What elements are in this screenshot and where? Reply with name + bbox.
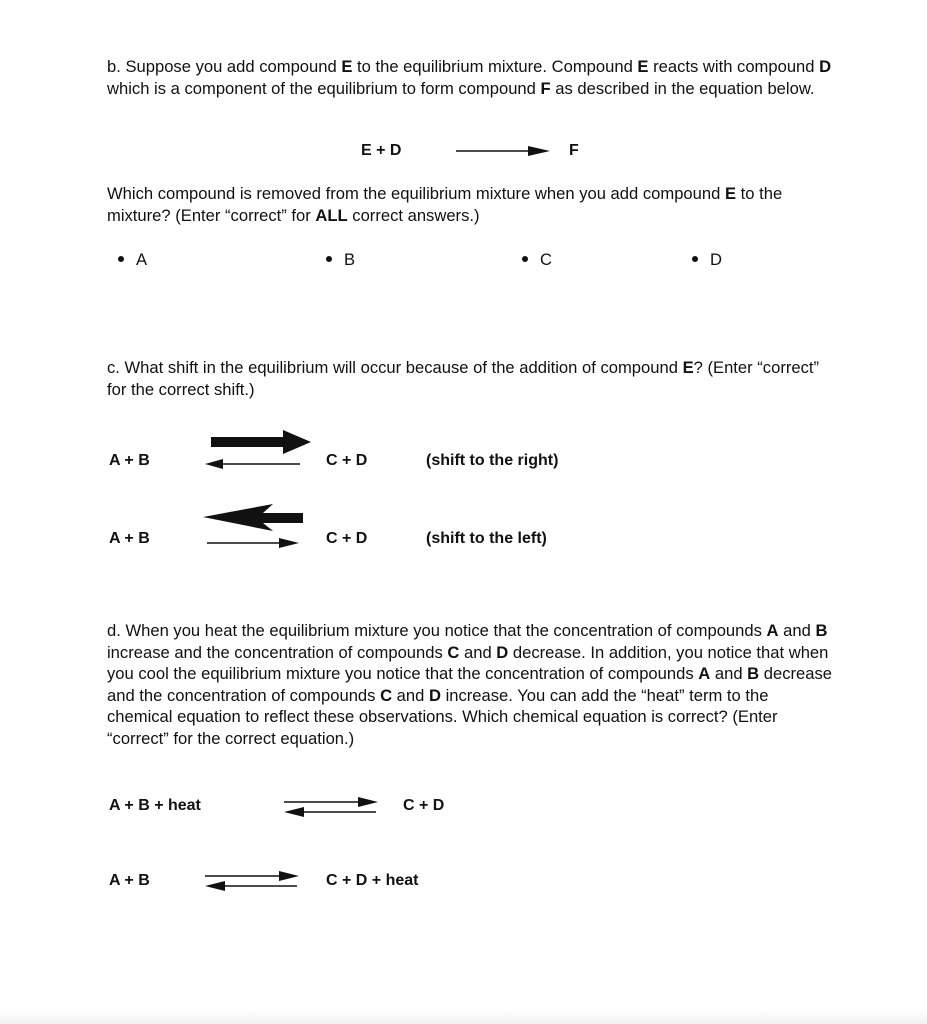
bullet-dot xyxy=(326,256,332,262)
bullet-dot xyxy=(692,256,698,262)
reaction-product-f: F xyxy=(569,142,579,159)
option-a[interactable]: A xyxy=(118,250,147,270)
option-d[interactable]: D xyxy=(692,250,722,270)
reaction-e-d-left: E + D xyxy=(361,142,402,159)
part-b-intro: b. Suppose you add compound E to the equilibrium mixture. Compound E reacts with compound D which is a component of the equilibrium to form compound F as described in the equation below. xyxy=(107,57,832,98)
bullet-dot xyxy=(118,256,124,262)
bullet-dot xyxy=(522,256,528,262)
part-c-question: c. What shift in the equilibrium will occur because of the addition of compound E? (Enter “correct” for the correct shift.) xyxy=(107,358,820,399)
part-b-question: Which compound is removed from the equilibrium mixture when you add compound E to the mixture? (Enter “correct” for ALL correct answers.) xyxy=(107,184,783,225)
shift-right-products: C + D xyxy=(326,452,368,469)
heat-reactant-left: A + B + heat xyxy=(109,797,201,814)
shift-right-label: (shift to the right) xyxy=(426,452,559,469)
option-c[interactable]: C xyxy=(522,250,552,270)
shift-left-reactants: A + B xyxy=(109,530,150,547)
option-b[interactable]: B xyxy=(326,250,355,270)
heat-reactant-right: C + D xyxy=(403,797,445,814)
part-d-question: d. When you heat the equilibrium mixture you notice that the concentration of compounds A and B increase and the concentration of compounds C and D decrease. In addition, you notice that when you cool the equilibrium mixture you notice that the concentration of compounds A and B decrease and the concentration of compounds C and D increase. You can add the “heat” term to the chemical equation to reflect these observations. Which chemical equation is correct? (Enter “correct” for the correct equation.) xyxy=(107,621,833,748)
shift-left-arrow xyxy=(201,503,307,549)
shift-right-arrow xyxy=(203,428,313,472)
shift-right-reactants: A + B xyxy=(109,452,150,469)
heat-product-left: A + B xyxy=(109,872,150,889)
heat-product-right: C + D + heat xyxy=(326,872,419,889)
shift-left-products: C + D xyxy=(326,530,368,547)
page-bottom-edge xyxy=(0,1010,927,1024)
reaction-forward-arrow xyxy=(456,141,552,161)
equilibrium-arrows-1 xyxy=(282,795,382,819)
equilibrium-arrows-2 xyxy=(203,869,303,893)
shift-left-label: (shift to the left) xyxy=(426,530,547,547)
